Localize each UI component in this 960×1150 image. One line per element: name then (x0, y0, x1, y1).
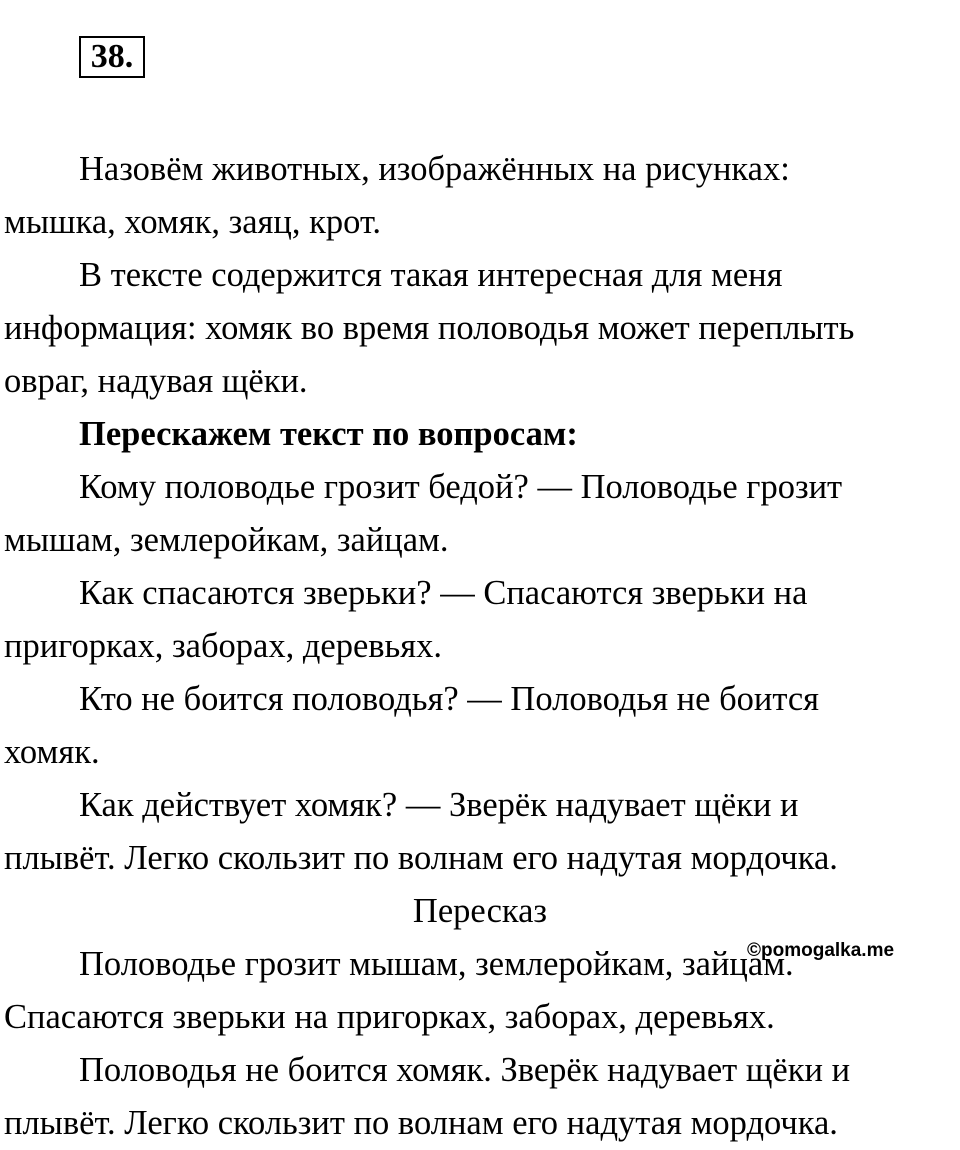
text-line: информация: хомяк во время половодья может переплыть (4, 309, 855, 347)
text-line: пригорках, заборах, деревьях. (4, 627, 443, 665)
retelling-paragraph-2 (4, 1044, 956, 1150)
text-line: Как действует хомяк? — Зверёк надувает щёки и (79, 786, 799, 824)
text-line: мышам, землеройкам, зайцам. (4, 521, 449, 559)
text-line: плывёт. Легко скользит по волнам его надутая мордочка. (4, 1104, 838, 1142)
text-line: Спасаются зверьки на пригорках, заборах, деревьях. (4, 998, 775, 1036)
section-heading-questions (4, 408, 956, 461)
text-line: Половодье грозит мышам, землеройкам, зайцам. (79, 945, 794, 983)
question-answer-3 (4, 673, 956, 779)
text-line: Кто не боится половодья? — Половодья не боится (79, 680, 820, 718)
task-number-box: 38. (79, 36, 145, 78)
text-line: Перескажем текст по вопросам: (79, 415, 578, 453)
text-line: Пересказ (412, 892, 548, 930)
answer-text (4, 143, 956, 1150)
question-answer-2 (4, 567, 956, 673)
text-line: Назовём животных, изображённых на рисунках: (79, 150, 790, 188)
question-answer-4 (4, 779, 956, 885)
text-line: Половодья не боится хомяк. Зверёк надувает щёки и (79, 1051, 851, 1089)
paragraph-interesting-info (4, 249, 956, 408)
text-line: Как спасаются зверьки? — Спасаются зверьки на (79, 574, 808, 612)
text-line: плывёт. Легко скользит по волнам его надутая мордочка. (4, 839, 838, 877)
watermark: ©pomogalka.me (747, 940, 895, 961)
question-answer-1 (4, 461, 956, 567)
text-line: хомяк. (4, 733, 100, 771)
text-line: Кому половодье грозит бедой? — Половодье грозит (79, 468, 843, 506)
retelling-heading (4, 885, 956, 938)
paragraph-animals (4, 143, 956, 249)
text-line: мышка, хомяк, заяц, крот. (4, 203, 382, 241)
text-line: овраг, надувая щёки. (4, 362, 308, 400)
text-line: В тексте содержится такая интересная для меня (79, 256, 783, 294)
